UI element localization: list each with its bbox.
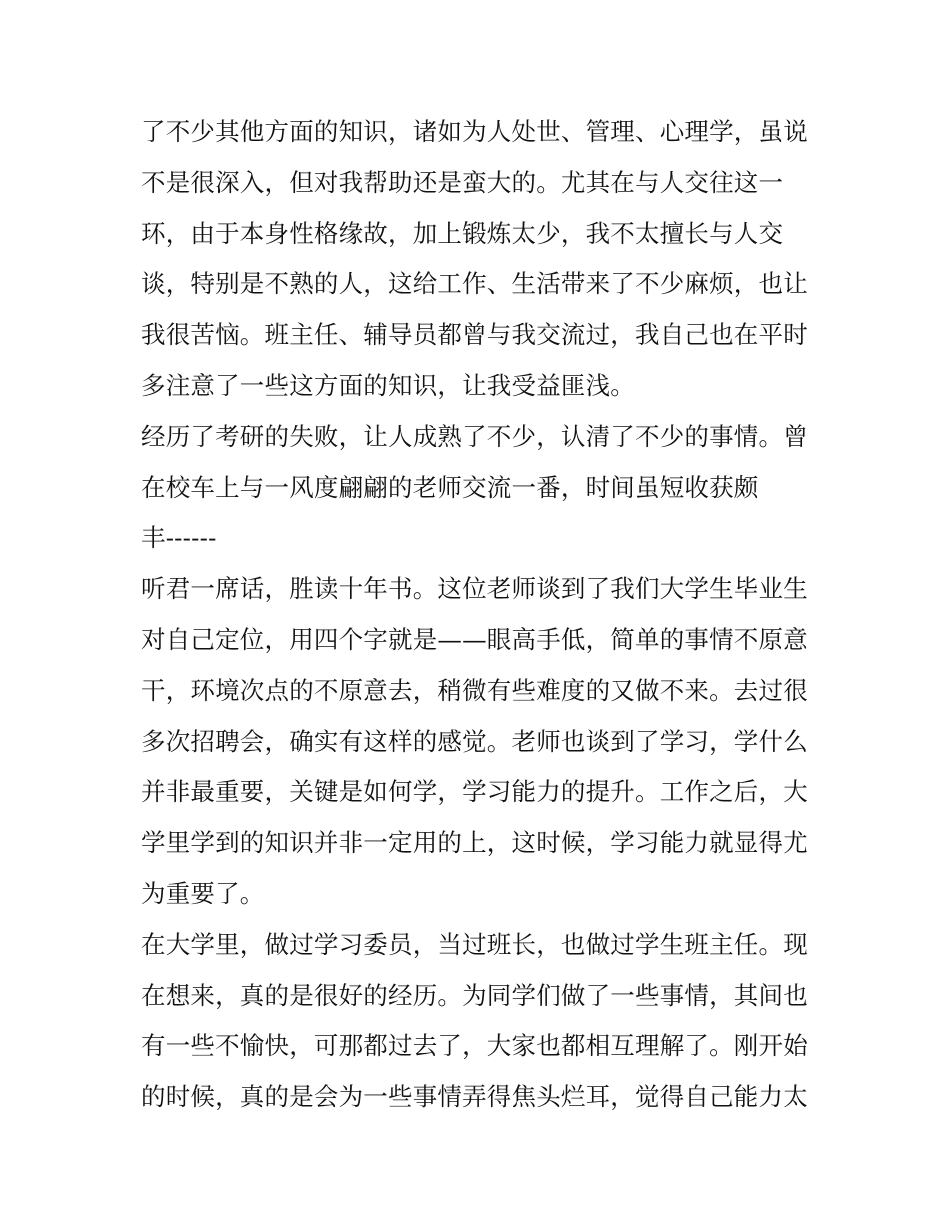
text-line: 为重要了。	[141, 878, 265, 908]
text-line: 对自己定位，用四个字就是——眼高手低，简单的事情不原意	[141, 624, 808, 654]
text-line: 有一些不愉快，可那都过去了，大家也都相互理解了。刚开始	[141, 1031, 808, 1061]
text-line: 并非最重要，关键是如何学，学习能力的提升。工作之后，大	[141, 777, 808, 807]
text-line: 多次招聘会，确实有这样的感觉。老师也谈到了学习，学什么	[141, 726, 808, 756]
text-line: 不是很深入，但对我帮助还是蛮大的。尤其在与人交往这一	[141, 167, 784, 197]
text-line: 在大学里，做过学习委员，当过班长，也做过学生班主任。现	[141, 929, 808, 959]
text-line: 在想来，真的是很好的经历。为同学们做了一些事情，其间也	[141, 980, 808, 1010]
text-line: 经历了考研的失败，让人成熟了不少，认清了不少的事情。曾	[141, 421, 808, 451]
text-line: 听君一席话，胜读十年书。这位老师谈到了我们大学生毕业生	[141, 574, 808, 604]
text-line: 了不少其他方面的知识，诸如为人处世、管理、心理学，虽说	[141, 117, 808, 146]
text-line: 学里学到的知识并非一定用的上，这时候，学习能力就显得尤	[141, 828, 808, 858]
text-line: 环，由于本身性格缘故，加上锻炼太少，我不太擅长与人交	[141, 218, 784, 248]
text-line: 多注意了一些这方面的知识，让我受益匪浅。	[141, 370, 635, 400]
text-line: 在校车上与一风度翩翩的老师交流一番，时间虽短收获颇	[141, 472, 759, 502]
body-text	[141, 107, 821, 1123]
text-line: 我很苦恼。班主任、辅导员都曾与我交流过，我自己也在平时	[141, 320, 808, 350]
text-line: 丰------	[141, 523, 217, 553]
text-line: 干，环境次点的不原意去，稍微有些难度的又做不来。去过很	[141, 675, 808, 705]
text-line: 谈，特别是不熟的人，这给工作、生活带来了不少麻烦，也让	[141, 269, 808, 299]
text-line: 的时候，真的是会为一些事情弄得焦头烂耳，觉得自己能力太	[141, 1082, 808, 1112]
